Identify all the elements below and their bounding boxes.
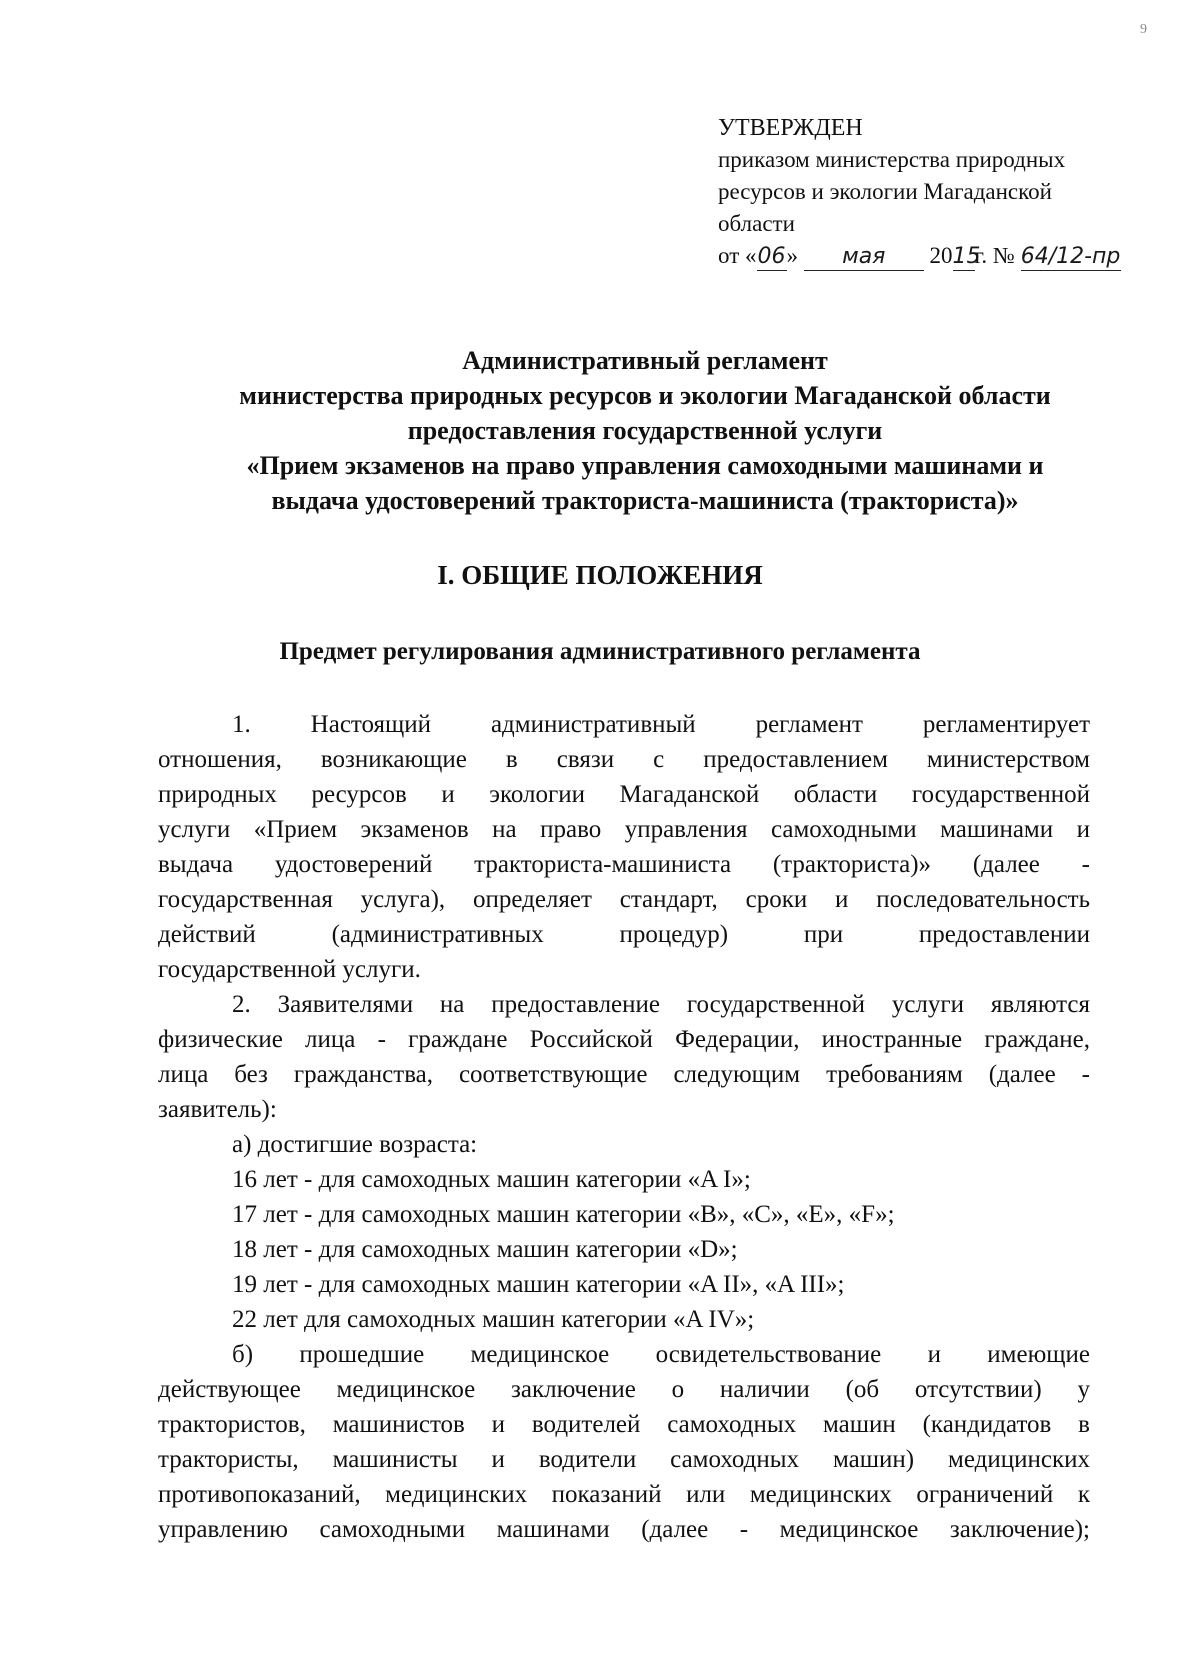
subheading: Предмет регулирования административного регламента bbox=[279, 638, 921, 665]
approval-line: приказом министерства природных bbox=[718, 147, 1066, 172]
approved-label: УТВЕРЖДЕН bbox=[718, 115, 863, 141]
approval-line: ресурсов и экологии Магаданской bbox=[718, 179, 1052, 204]
handwritten-year: 15 bbox=[952, 244, 981, 269]
approval-line: области bbox=[718, 211, 795, 236]
date-close: » bbox=[786, 243, 798, 268]
page-mark: 9 bbox=[1140, 22, 1147, 37]
paragraph-line: противопоказаний, медицинских показаний или медицинских ограничений к bbox=[158, 1481, 1090, 1508]
paragraph-line: отношения, возникающие в связи с предоставлением министерством bbox=[158, 746, 1090, 773]
section-heading: I. ОБЩИЕ ПОЛОЖЕНИЯ bbox=[437, 560, 763, 590]
list-item: 18 лет - для самоходных машин категории «D»; bbox=[232, 1236, 738, 1263]
paragraph-line: 2. Заявителями на предоставление государственной услуги являются bbox=[232, 991, 1090, 1018]
paragraph-line: управлению самоходными машинами (далее - медицинское заключение); bbox=[158, 1516, 1090, 1543]
list-item: 17 лет - для самоходных машин категории «B», «C», «E», «F»; bbox=[232, 1201, 895, 1228]
list-item: а) достигшие возраста: bbox=[232, 1131, 478, 1158]
list-item: 19 лет - для самоходных машин категории «A II», «A III»; bbox=[232, 1271, 845, 1298]
handwritten-order-number: 64/12-пр bbox=[1020, 244, 1121, 269]
paragraph-line: действующее медицинское заключение о наличии (об отсутствии) у bbox=[158, 1376, 1090, 1403]
paragraph-line: лица без гражданства, соответствующие следующим требованиям (далее - bbox=[158, 1061, 1090, 1088]
year-prefix: 20 bbox=[929, 243, 953, 268]
paragraph-line: выдача удостоверений тракториста-машиниста (тракториста)» (далее - bbox=[158, 851, 1090, 878]
paragraph-line: трактористов, машинистов и водителей самоходных машин (кандидатов в bbox=[158, 1411, 1090, 1438]
date-prefix: от « bbox=[718, 243, 757, 268]
title-line: выдача удостоверений тракториста-машиниста (тракториста)» bbox=[271, 486, 1019, 515]
paragraph-line: действий (административных процедур) при предоставлении bbox=[158, 921, 1090, 948]
title-line: Административный регламент bbox=[462, 346, 828, 375]
title-line: предоставления государственной услуги bbox=[407, 416, 883, 445]
approval-block bbox=[718, 112, 1158, 272]
paragraph-line: трактористы, машинисты и водители самоходных машин) медицинских bbox=[158, 1446, 1090, 1473]
body-text bbox=[158, 707, 1090, 1547]
paragraph-line: государственной услуги. bbox=[158, 956, 421, 983]
paragraph-line: б) прошедшие медицинское освидетельствование и имеющие bbox=[232, 1341, 1090, 1368]
handwritten-month: мая bbox=[804, 244, 924, 271]
paragraph-line: услуги «Прием экзаменов на право управления самоходными машинами и bbox=[158, 816, 1090, 843]
list-item: 16 лет - для самоходных машин категории «A I»; bbox=[232, 1166, 751, 1193]
paragraph-line: заявитель): bbox=[158, 1096, 277, 1123]
paragraph-line: физические лица - граждане Российской Федерации, иностранные граждане, bbox=[158, 1026, 1090, 1053]
document-title bbox=[150, 343, 1140, 518]
title-line: министерства природных ресурсов и экологии Магаданской области bbox=[239, 381, 1051, 410]
list-item: 22 лет для самоходных машин категории «A IV»; bbox=[232, 1306, 755, 1333]
year-after: г. № bbox=[974, 243, 1015, 268]
approval-date-line bbox=[718, 240, 1158, 272]
paragraph-line: 1. Настоящий административный регламент регламентирует bbox=[232, 711, 1090, 738]
paragraph-line: государственная услуга), определяет стандарт, сроки и последовательность bbox=[158, 886, 1090, 913]
title-line: «Прием экзаменов на право управления самоходными машинами и bbox=[246, 451, 1044, 480]
handwritten-day: 06 bbox=[757, 244, 786, 269]
paragraph-line: природных ресурсов и экологии Магаданской области государственной bbox=[158, 781, 1090, 808]
